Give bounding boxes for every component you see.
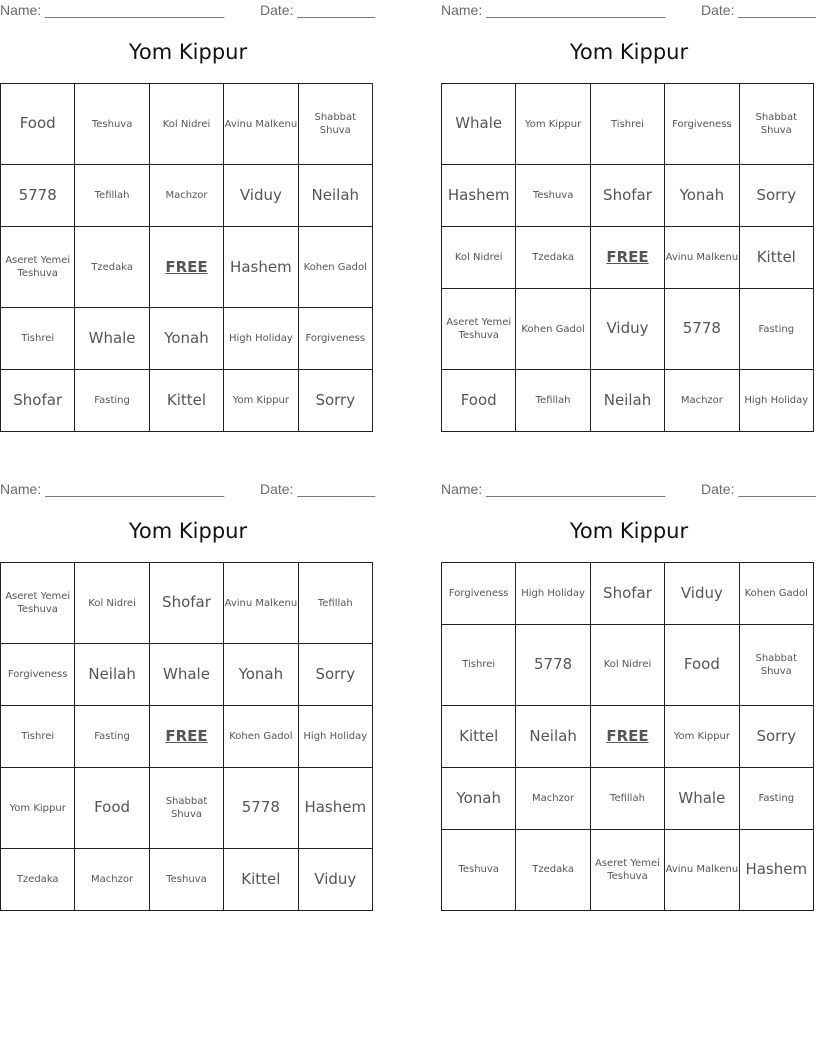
grid-row [442, 288, 814, 369]
card-title: Yom Kippur [128, 40, 248, 64]
name-line: Name: _______________________ [441, 481, 666, 497]
bingo-cell: Yom Kippur [516, 84, 590, 165]
bingo-cell: Sorry [739, 165, 813, 227]
bingo-cell: Neilah [298, 165, 372, 227]
bingo-cell: Tefillah [298, 563, 372, 644]
card-title: Yom Kippur [569, 519, 689, 543]
bingo-cell: Machzor [75, 849, 149, 911]
bingo-cell: Yonah [224, 644, 298, 706]
card-header [0, 0, 376, 20]
bingo-cell: Whale [665, 767, 739, 829]
grid-row [442, 624, 814, 705]
bingo-cell: Food [1, 84, 75, 165]
bingo-cell: Yonah [665, 165, 739, 227]
bingo-cell: Yom Kippur [224, 370, 298, 432]
date-line: Date: __________ [701, 481, 816, 497]
bingo-cell: 5778 [516, 624, 590, 705]
bingo-cell: Sorry [298, 644, 372, 706]
bingo-cell: Viduy [298, 849, 372, 911]
bingo-cell: Kittel [224, 849, 298, 911]
bingo-cell: Aseret Yemei Teshuva [1, 227, 75, 308]
bingo-grid [441, 83, 814, 432]
bingo-cell: High Holiday [224, 308, 298, 370]
bingo-cell: Tefillah [516, 370, 590, 432]
bingo-cell: Shabbat Shuva [739, 84, 813, 165]
bingo-cell: Teshuva [516, 165, 590, 227]
grid-row [442, 767, 814, 829]
bingo-cell: Avinu Malkenu [665, 227, 739, 289]
bingo-cell: Kol Nidrei [149, 84, 223, 165]
grid-row [442, 829, 814, 910]
bingo-cell: 5778 [665, 288, 739, 369]
free-space-cell: FREE [149, 227, 223, 308]
bingo-cell: Sorry [298, 370, 372, 432]
grid-row [1, 370, 373, 432]
grid-row [1, 227, 373, 308]
bingo-cell: Hashem [298, 767, 372, 848]
bingo-grid [0, 83, 373, 432]
bingo-cell: Aseret Yemei Teshuva [590, 829, 664, 910]
bingo-cell: Food [665, 624, 739, 705]
grid-row [442, 563, 814, 625]
bingo-cell: Shofar [590, 563, 664, 625]
bingo-cell: Machzor [516, 767, 590, 829]
bingo-cell: Shofar [590, 165, 664, 227]
bingo-cell: Tishrei [1, 706, 75, 768]
bingo-cell: Whale [149, 644, 223, 706]
bingo-card [0, 0, 376, 440]
bingo-cell: Tishrei [1, 308, 75, 370]
date-line: Date: __________ [260, 481, 376, 497]
bingo-cell: Kittel [149, 370, 223, 432]
bingo-cell: Tishrei [590, 84, 664, 165]
bingo-cell: Kittel [442, 706, 516, 768]
bingo-cell: High Holiday [298, 706, 372, 768]
grid-row [1, 563, 373, 644]
bingo-cell: Yom Kippur [1, 767, 75, 848]
bingo-cell: Viduy [665, 563, 739, 625]
bingo-cell: Shofar [1, 370, 75, 432]
card-title: Yom Kippur [569, 40, 689, 64]
bingo-cell: Tzedaka [516, 829, 590, 910]
bingo-grid [0, 562, 373, 911]
bingo-cell: 5778 [224, 767, 298, 848]
bingo-cell: Shabbat Shuva [739, 624, 813, 705]
bingo-cell: Neilah [75, 644, 149, 706]
bingo-cell: Forgiveness [665, 84, 739, 165]
bingo-cell: High Holiday [739, 370, 813, 432]
grid-row [442, 84, 814, 165]
bingo-cell: Tefillah [75, 165, 149, 227]
bingo-cell: Kol Nidrei [442, 227, 516, 289]
date-line: Date: __________ [260, 2, 376, 18]
bingo-cell: Shabbat Shuva [298, 84, 372, 165]
bingo-cell: Viduy [590, 288, 664, 369]
bingo-cell: High Holiday [516, 563, 590, 625]
bingo-cell: Forgiveness [442, 563, 516, 625]
grid-row [1, 165, 373, 227]
bingo-cell: Whale [75, 308, 149, 370]
bingo-cell: Tzedaka [516, 227, 590, 289]
free-space-cell: FREE [590, 227, 664, 289]
bingo-cell: Neilah [590, 370, 664, 432]
bingo-cell: Hashem [739, 829, 813, 910]
card-header [0, 479, 376, 499]
grid-row [1, 308, 373, 370]
bingo-cell: Machzor [149, 165, 223, 227]
bingo-cell: Viduy [224, 165, 298, 227]
bingo-cell: Tefillah [590, 767, 664, 829]
bingo-cell: 5778 [1, 165, 75, 227]
grid-row [442, 165, 814, 227]
bingo-cell: Teshuva [75, 84, 149, 165]
bingo-cell: Yom Kippur [665, 706, 739, 768]
bingo-cell: Hashem [442, 165, 516, 227]
card-title: Yom Kippur [128, 519, 248, 543]
bingo-cell: Food [442, 370, 516, 432]
date-line: Date: __________ [701, 2, 816, 18]
bingo-cell: Forgiveness [1, 644, 75, 706]
bingo-grid [441, 562, 814, 911]
bingo-cell: Kohen Gadol [224, 706, 298, 768]
bingo-cell: Tishrei [442, 624, 516, 705]
bingo-cell: Kohen Gadol [739, 563, 813, 625]
grid-row [442, 706, 814, 768]
bingo-cell: Avinu Malkenu [665, 829, 739, 910]
grid-row [442, 227, 814, 289]
bingo-cell: Yonah [442, 767, 516, 829]
bingo-cell: Aseret Yemei Teshuva [1, 563, 75, 644]
free-space-cell: FREE [149, 706, 223, 768]
bingo-cell: Fasting [739, 288, 813, 369]
bingo-cell: Whale [442, 84, 516, 165]
bingo-cell: Food [75, 767, 149, 848]
grid-row [1, 767, 373, 848]
bingo-cell: Teshuva [149, 849, 223, 911]
grid-row [442, 370, 814, 432]
grid-row [1, 84, 373, 165]
bingo-cell: Teshuva [442, 829, 516, 910]
bingo-card [441, 479, 816, 919]
bingo-card [0, 479, 376, 919]
bingo-cell: Fasting [739, 767, 813, 829]
bingo-cell: Neilah [516, 706, 590, 768]
bingo-cell: Hashem [224, 227, 298, 308]
bingo-cell: Kol Nidrei [75, 563, 149, 644]
bingo-cell: Kittel [739, 227, 813, 289]
bingo-cell: Shofar [149, 563, 223, 644]
name-line: Name: _______________________ [0, 481, 225, 497]
grid-row [1, 644, 373, 706]
bingo-cell: Forgiveness [298, 308, 372, 370]
bingo-cell: Avinu Malkenu [224, 563, 298, 644]
bingo-cell: Avinu Malkenu [224, 84, 298, 165]
bingo-cell: Machzor [665, 370, 739, 432]
grid-row [1, 706, 373, 768]
free-space-cell: FREE [590, 706, 664, 768]
bingo-cell: Fasting [75, 370, 149, 432]
card-header [441, 0, 816, 20]
bingo-cell: Shabbat Shuva [149, 767, 223, 848]
grid-row [1, 849, 373, 911]
bingo-cell: Tzedaka [1, 849, 75, 911]
bingo-cell: Fasting [75, 706, 149, 768]
bingo-cell: Kohen Gadol [516, 288, 590, 369]
bingo-cell: Aseret Yemei Teshuva [442, 288, 516, 369]
card-header [441, 479, 816, 499]
name-line: Name: _______________________ [441, 2, 666, 18]
bingo-cell: Kol Nidrei [590, 624, 664, 705]
bingo-cell: Yonah [149, 308, 223, 370]
bingo-card [441, 0, 816, 440]
name-line: Name: _______________________ [0, 2, 225, 18]
bingo-cell: Sorry [739, 706, 813, 768]
bingo-cell: Tzedaka [75, 227, 149, 308]
bingo-cell: Kohen Gadol [298, 227, 372, 308]
